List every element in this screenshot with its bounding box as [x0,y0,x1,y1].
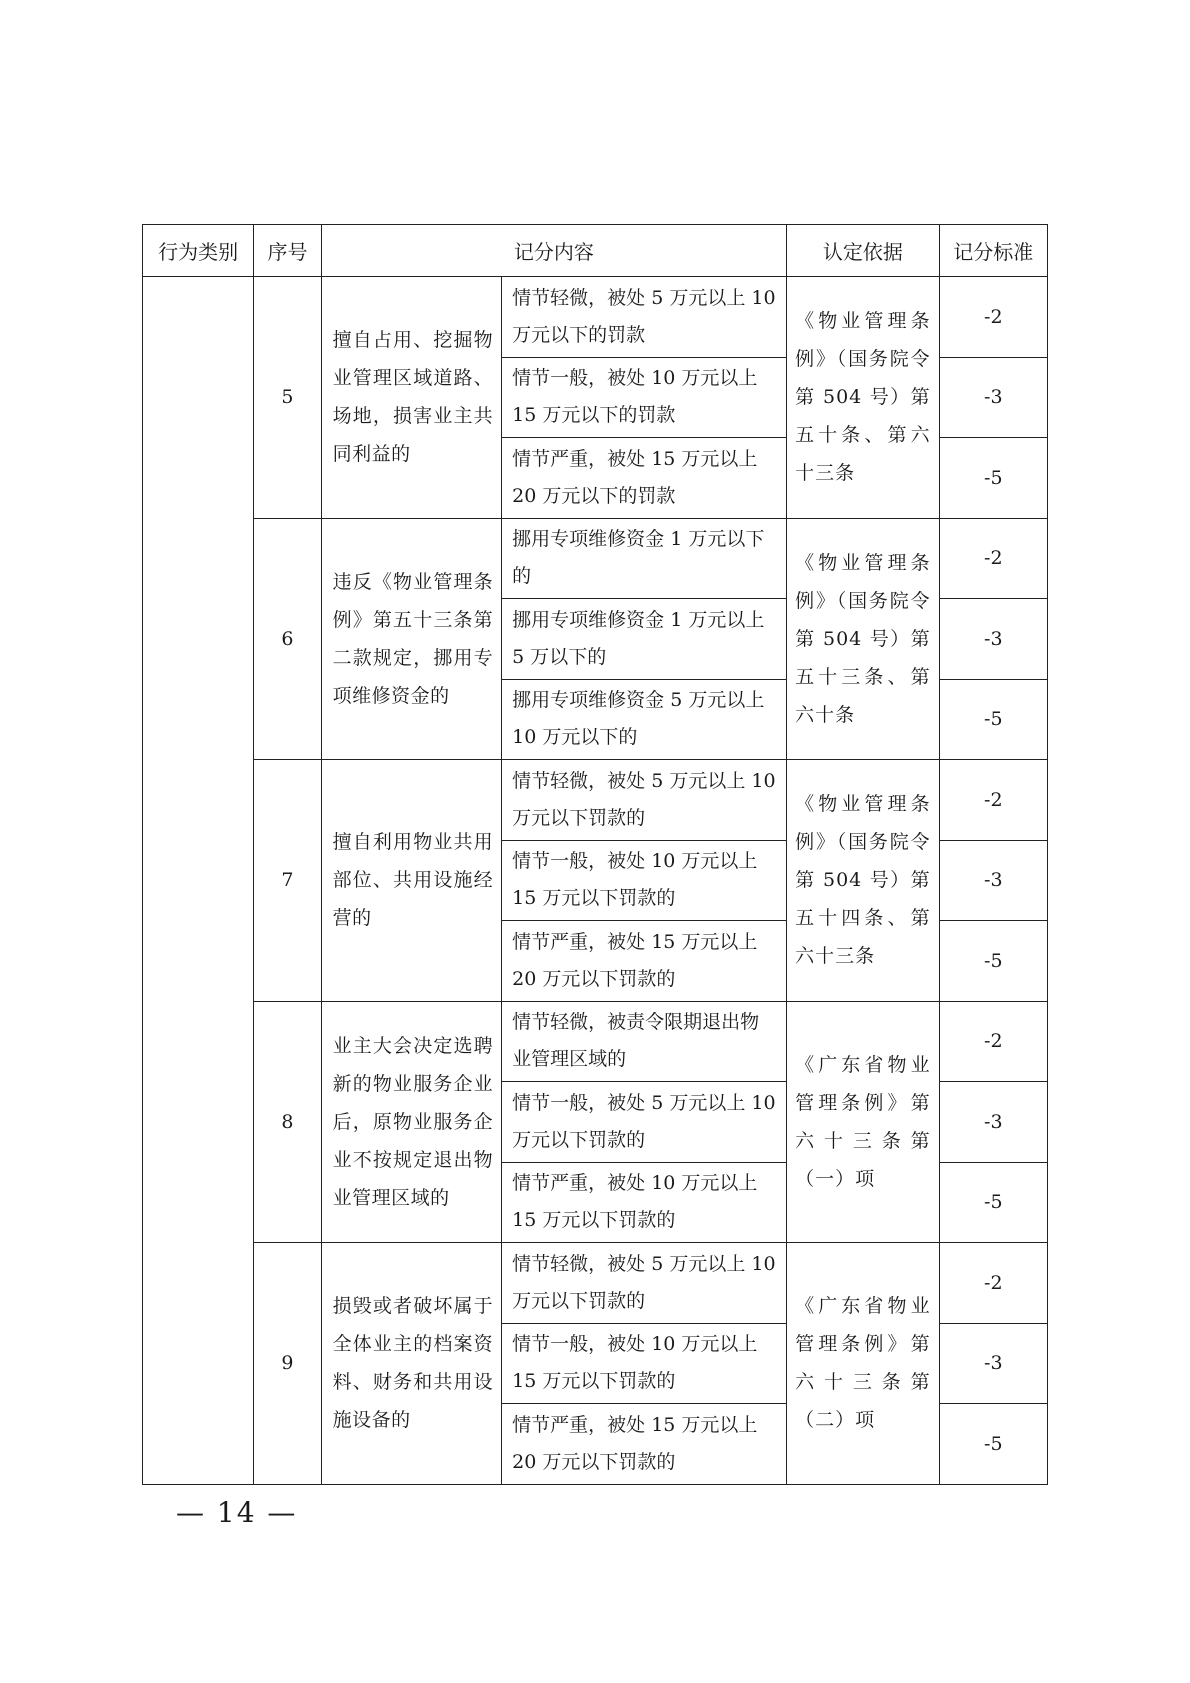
basis-cell: 《广东省物业管理条例》第六十三条第（一）项 [787,1001,940,1243]
score-cell: -5 [939,438,1047,519]
behavior-cell: 违反《物业管理条例》第五十三条第二款规定，挪用专项维修资金的 [321,518,502,760]
content-cell: 情节严重，被处 15 万元以上 20 万元以下的罚款 [502,438,787,519]
table-body [143,277,1048,1485]
content-cell: 情节一般，被处 5 万元以上 10 万元以下罚款的 [502,1082,787,1163]
header-content: 记分内容 [321,225,787,277]
behavior-cell: 业主大会决定选聘新的物业服务企业后，原物业服务企业不按规定退出物业管理区域的 [321,1001,502,1243]
content-cell: 挪用专项维修资金 5 万元以上 10 万元以下的 [502,679,787,760]
basis-cell: 《物业管理条例》（国务院令第 504 号）第五十三条、第六十条 [787,518,940,760]
score-cell: -3 [939,1323,1047,1404]
seq-cell: 6 [254,518,321,760]
score-cell: -3 [939,599,1047,680]
seq-cell: 8 [254,1001,321,1243]
content-cell: 情节一般，被处 10 万元以上 15 万元以下的罚款 [502,357,787,438]
score-cell: -3 [939,1082,1047,1163]
content-cell: 挪用专项维修资金 1 万元以上 5 万以下的 [502,599,787,680]
score-cell: -2 [939,760,1047,841]
header-row [143,225,1048,277]
content-cell: 情节一般，被处 10 万元以上 15 万元以下罚款的 [502,1323,787,1404]
table-row [143,1001,1048,1082]
behavior-cell: 擅自占用、挖掘物业管理区域道路、场地，损害业主共同利益的 [321,277,502,519]
score-cell: -5 [939,679,1047,760]
page-number: — 14 — [176,1496,298,1529]
category-cell [143,277,254,1485]
header-basis: 认定依据 [787,225,940,277]
content-cell: 情节轻微，被处 5 万元以上 10 万元以下的罚款 [502,277,787,358]
content-cell: 情节严重，被处 15 万元以上 20 万元以下罚款的 [502,1404,787,1485]
content-cell: 情节严重，被处 10 万元以上 15 万元以下罚款的 [502,1162,787,1243]
score-cell: -2 [939,277,1047,358]
score-cell: -3 [939,840,1047,921]
basis-cell: 《物业管理条例》（国务院令第 504 号）第五十四条、第六十三条 [787,760,940,1002]
content-cell: 情节严重，被处 15 万元以上 20 万元以下罚款的 [502,921,787,1002]
score-table [142,224,1048,1485]
content-cell: 情节轻微，被处 5 万元以上 10 万元以下罚款的 [502,1243,787,1324]
header-seq: 序号 [254,225,321,277]
seq-cell: 5 [254,277,321,519]
content-cell: 情节一般，被处 10 万元以上 15 万元以下罚款的 [502,840,787,921]
table-row [143,760,1048,841]
basis-cell: 《广东省物业管理条例》第六十三条第（二）项 [787,1243,940,1485]
header-score: 记分标准 [939,225,1047,277]
basis-cell: 《物业管理条例》（国务院令第 504 号）第五十条、第六十三条 [787,277,940,519]
header-category: 行为类别 [143,225,254,277]
score-cell: -5 [939,921,1047,1002]
table-header [143,225,1048,277]
table-row [143,518,1048,599]
score-cell: -5 [939,1404,1047,1485]
content-cell: 挪用专项维修资金 1 万元以下的 [502,518,787,599]
score-cell: -3 [939,357,1047,438]
content-cell: 情节轻微，被处 5 万元以上 10 万元以下罚款的 [502,760,787,841]
table-row [143,277,1048,358]
table-row [143,1243,1048,1324]
seq-cell: 7 [254,760,321,1002]
score-cell: -2 [939,1001,1047,1082]
content-cell: 情节轻微，被责令限期退出物业管理区域的 [502,1001,787,1082]
behavior-cell: 擅自利用物业共用部位、共用设施经营的 [321,760,502,1002]
score-cell: -5 [939,1162,1047,1243]
behavior-cell: 损毁或者破坏属于全体业主的档案资料、财务和共用设施设备的 [321,1243,502,1485]
score-cell: -2 [939,518,1047,599]
score-cell: -2 [939,1243,1047,1324]
seq-cell: 9 [254,1243,321,1485]
